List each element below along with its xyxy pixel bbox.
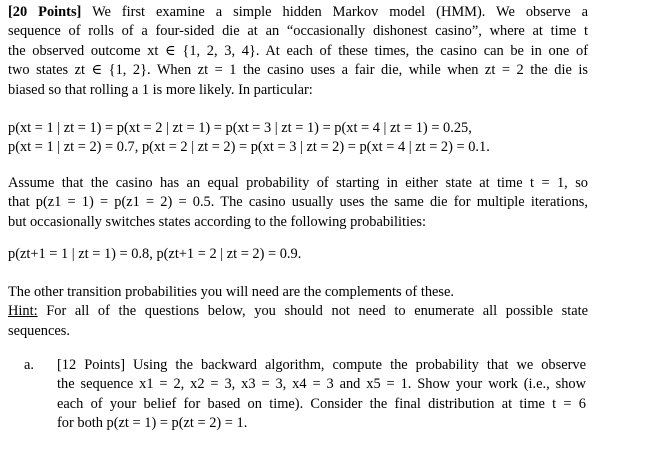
intro-line-2: sequence of rolls of a four-sided die at an “occasionally dishonest casino”, where at time t	[8, 23, 588, 40]
question-a-line-1: [12 Points] Using the backward algorithm, compute the probability that we observe	[57, 357, 586, 373]
emission-probabilities	[8, 119, 588, 158]
question-a-line-2: the sequence x1 = 2, x2 = 3, x3 = 3, x4 = 3 and x5 = 1. Show your work (i.e., show	[57, 376, 586, 393]
question-a-line-4: for both p(zt = 1) = p(zt = 2) = 1.	[57, 415, 248, 432]
hint-label: Hint:	[8, 303, 38, 320]
emission-line-1: p(xt = 1 | zt = 1) = p(xt = 2 | zt = 1) = p(xt = 3 | zt = 1) = p(xt = 4 | zt = 1) = 0.25,	[8, 120, 472, 136]
question-a-text	[57, 356, 586, 434]
intro-line-3: the observed outcome xt ∈ {1, 2, 3, 4}. At each of these times, the casino can be in one of	[8, 42, 588, 59]
transition-probabilities	[8, 245, 588, 264]
intro-line-4: two states zt ∈ {1, 2}. When zt = 1 the casino uses a fair die, while when zt = 2 the die is	[8, 62, 588, 79]
hint-paragraph	[8, 283, 588, 341]
intro-paragraph	[8, 3, 588, 100]
assumption-line-1: Assume that the casino has an equal probability of starting in either state at time t = 1, so	[8, 175, 588, 191]
hint-line-1-text: For all of the questions below, you should not need to enumerate all possible state	[37, 303, 588, 320]
transition-line: p(zt+1 = 1 | zt = 1) = 0.8, p(zt+1 = 2 | zt = 2) = 0.9.	[8, 246, 302, 262]
intro-line-1	[8, 3, 588, 22]
assumption-line-3: but occasionally switches states according to the following probabilities:	[8, 213, 427, 230]
complement-line: The other transition probabilities you will need are the complements of these.	[8, 284, 454, 300]
assumption-paragraph	[8, 174, 588, 232]
hint-line-1	[8, 302, 588, 321]
intro-line-5: biased so that rolling a 1 is more likely. In particular:	[8, 81, 313, 98]
hint-line-2: sequences.	[8, 322, 70, 339]
assumption-line-2: that p(z1 = 1) = p(z1 = 2) = 0.5. The casino usually uses the same die for multiple iterations,	[8, 194, 588, 211]
points-label: [20 Points]	[8, 4, 82, 20]
question-a-marker: a.	[24, 357, 34, 373]
question-a-line-3: each of your belief for based on time). Consider the final distribution at time t = 6	[57, 395, 586, 412]
emission-line-2: p(xt = 1 | zt = 2) = 0.7, p(xt = 2 | zt = 2) = p(xt = 3 | zt = 2) = p(xt = 4 | zt = 2) = 0.1.	[8, 139, 490, 156]
intro-line-1-text: We first examine a simple hidden Markov model (HMM). We observe a	[81, 4, 588, 20]
